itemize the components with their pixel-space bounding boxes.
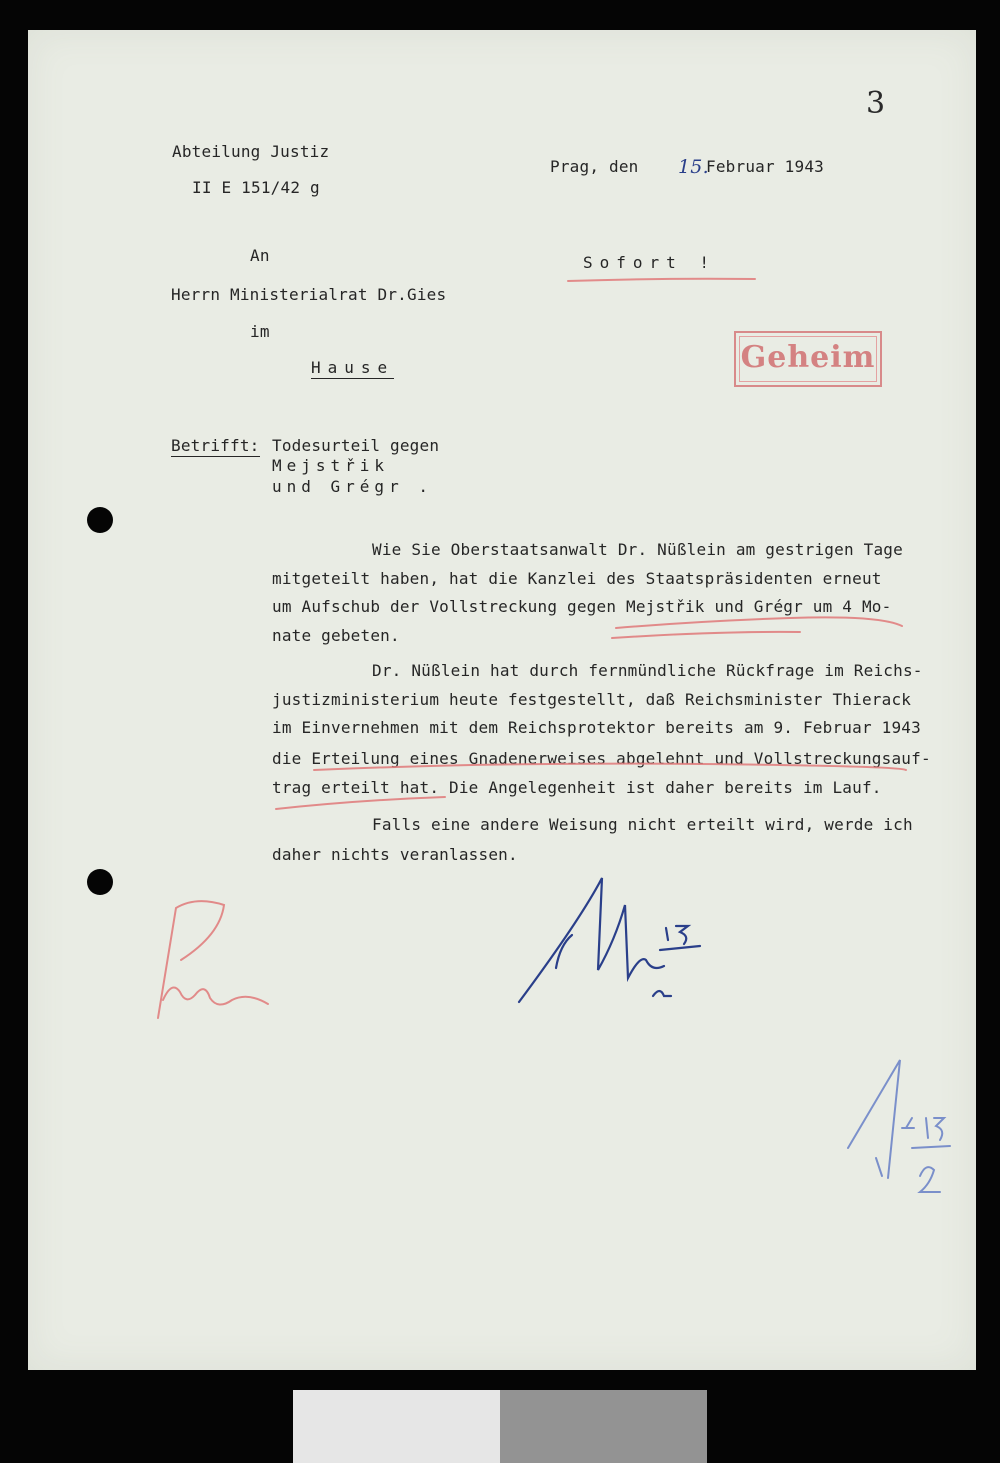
place-date-prefix: Prag, den bbox=[550, 157, 639, 176]
red-initials-tail bbox=[163, 988, 268, 1005]
red-underline-p2 bbox=[314, 764, 906, 770]
grey-scale-patch-light bbox=[293, 1390, 500, 1463]
blue-pencil-mark bbox=[876, 1158, 882, 1176]
subject-line-2: Mejstřik bbox=[272, 456, 390, 475]
subject-label: Betrifft: bbox=[171, 436, 260, 455]
file-reference: II E 151/42 g bbox=[192, 178, 320, 197]
red-underline-p2b bbox=[276, 797, 445, 809]
body-line: Dr. Nüßlein hat durch fernmündliche Rückfrage im Reichs- bbox=[372, 661, 923, 680]
addressee-an: An bbox=[250, 246, 270, 265]
blue-pencil-denom bbox=[920, 1167, 940, 1192]
blue-pencil-fraction bbox=[912, 1146, 950, 1148]
date-month-year: Februar 1943 bbox=[706, 157, 824, 176]
blue-signature-fraction bbox=[660, 946, 700, 950]
body-line: Falls eine andere Weisung nicht erteilt wird, werde ich bbox=[372, 815, 913, 834]
secret-stamp: Geheim bbox=[734, 331, 882, 387]
body-line: nate gebeten. bbox=[272, 626, 400, 645]
red-underline-p1b bbox=[612, 632, 800, 638]
grey-scale-patch-mid bbox=[500, 1390, 707, 1463]
handwritten-day: 15. bbox=[678, 156, 709, 178]
body-line: im Einvernehmen mit dem Reichsprotektor bereits am 9. Februar 1943 bbox=[272, 718, 921, 737]
blue-signature-num bbox=[666, 926, 688, 944]
department: Abteilung Justiz bbox=[172, 142, 330, 161]
red-initials bbox=[158, 901, 224, 1018]
subject-line-1: Todesurteil gegen bbox=[272, 436, 440, 455]
blue-signature-denom bbox=[653, 991, 671, 996]
blue-pencil-initial bbox=[848, 1060, 900, 1178]
page-number: 3 bbox=[866, 86, 886, 121]
body-line: trag erteilt hat. Die Angelegenheit ist daher bereits im Lauf. bbox=[272, 778, 882, 797]
blue-pencil-num bbox=[902, 1118, 944, 1140]
body-line: daher nichts veranlassen. bbox=[272, 845, 518, 864]
blue-signature bbox=[519, 878, 664, 1002]
red-underline-p1 bbox=[616, 617, 902, 628]
urgency-mark: Sofort ! bbox=[583, 253, 717, 272]
addressee-im: im bbox=[250, 322, 270, 341]
body-line: die Erteilung eines Gnadenerweises abgelehnt und Vollstreckungsauf- bbox=[272, 749, 931, 768]
red-underline-sofort bbox=[568, 279, 755, 281]
body-line: um Aufschub der Vollstreckung gegen Mejstřik und Grégr um 4 Mo- bbox=[272, 597, 892, 616]
body-line: mitgeteilt haben, hat die Kanzlei des Staatspräsidenten erneut bbox=[272, 569, 882, 588]
body-line: Wie Sie Oberstaatsanwalt Dr. Nüßlein am gestrigen Tage bbox=[372, 540, 903, 559]
body-line: justizministerium heute festgestellt, daß Reichsminister Thierack bbox=[272, 690, 912, 709]
subject-line-3: und Grégr . bbox=[272, 477, 433, 496]
addressee-hause: Hause bbox=[311, 358, 395, 377]
addressee-name: Herrn Ministerialrat Dr.Gies bbox=[171, 285, 447, 304]
